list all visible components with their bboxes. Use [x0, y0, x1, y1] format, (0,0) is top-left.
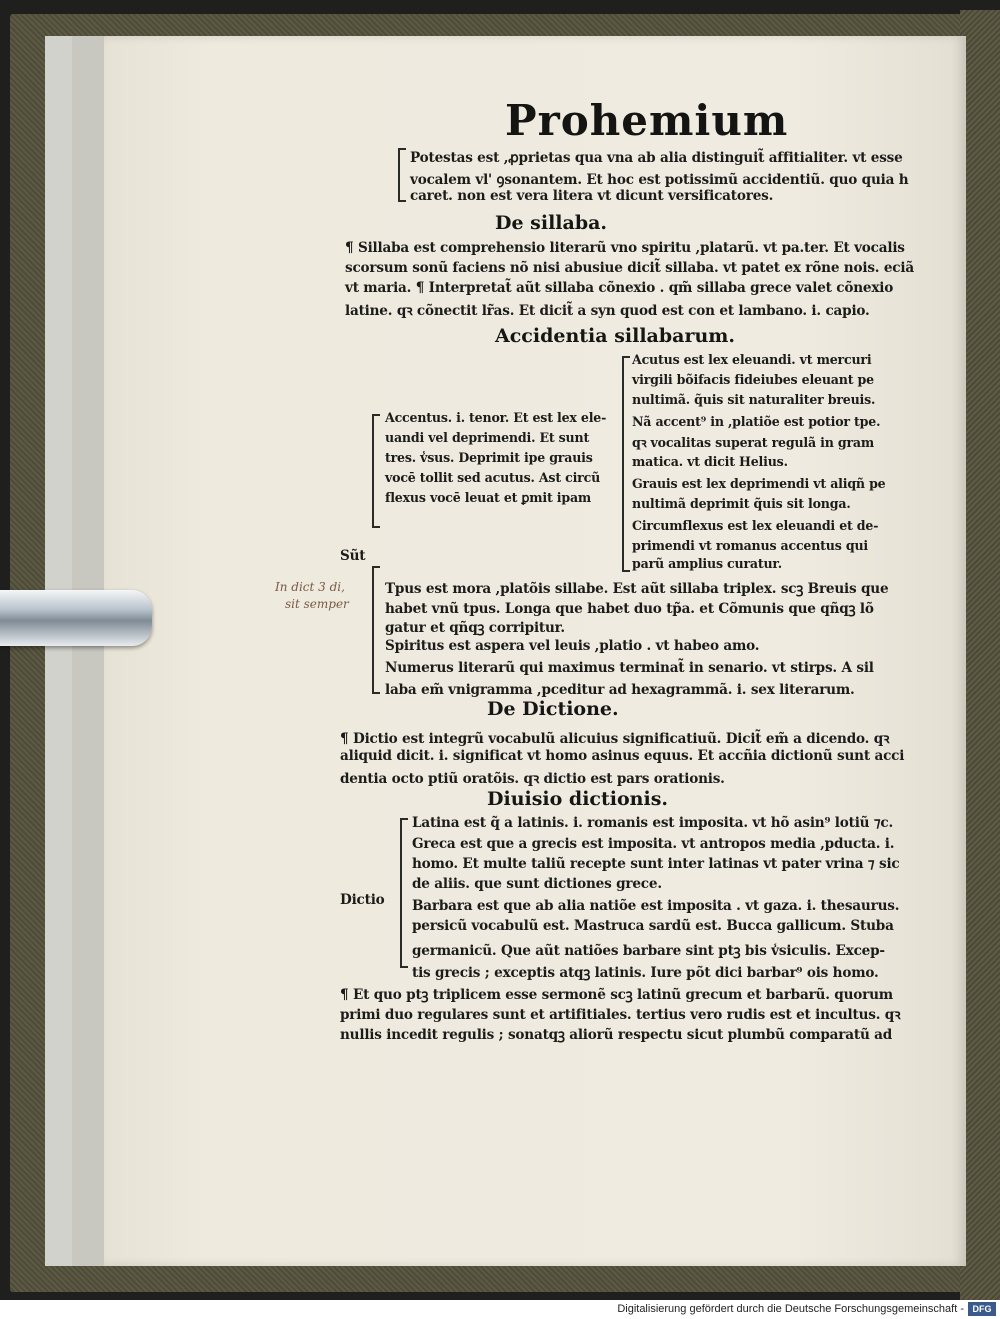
section-heading: Diuisio dictionis.	[487, 788, 669, 810]
dictio-label: Dictio	[340, 892, 385, 908]
text-line: qꝛ vocalitas superat regulã in gram	[632, 435, 874, 450]
text-line: latine. qꝛ cõnectit lr̃as. Et dicit̃ a syn quod est con et lambano. i. capio.	[345, 303, 870, 319]
section-heading: Accidentia sillabarum.	[495, 325, 736, 347]
text-line: nullis incedit regulis ; sonatqꝫ aliorũ respectu sicut plumbũ comparatũ ad	[340, 1027, 893, 1043]
text-line: Numerus literarũ qui maximus terminat̃ in senario. vt stirps. A sil	[385, 660, 874, 676]
text-line: nultimã. q̃uis sit naturaliter breuis.	[632, 392, 876, 407]
text-line: parũ amplius curatur.	[632, 556, 782, 571]
text-line: Greca est que a grecis est imposita. vt antropos media ,pducta. i.	[412, 836, 895, 852]
text-line: homo. Et multe taliũ recepte sunt inter latinas vt pater vrina ⁊ sic	[412, 856, 900, 872]
text-line: tres. v̾sus. Deprimit ipe grauis	[385, 450, 593, 465]
text-line: Latina est q̃ a latinis. i. romanis est imposita. vt hõ asin⁹ lotiũ ⁊c.	[412, 815, 894, 831]
text-line: Barbara est que ab alia natiõe est imposita . vt gaza. i. thesaurus.	[412, 898, 900, 914]
text-line: primi duo regulares sunt et artifitiales. tertius vero rudis est et incultus. qꝛ	[340, 1007, 901, 1023]
footer-credit: Digitalisierung gefördert durch die Deutsche Forschungsgemeinschaft -	[617, 1303, 964, 1315]
text-line: gatur et qñqꝫ corripitur.	[385, 620, 565, 636]
text-line: Circumflexus est lex eleuandi et de-	[632, 518, 879, 533]
facing-cover-edge	[960, 10, 1000, 1300]
text-line: ¶ Dictio est integrũ vocabulũ alicuius significatiuũ. Dicit̃ em̃ a dicendo. qꝛ	[340, 731, 890, 747]
text-line: de aliis. que sunt dictiones grece.	[412, 876, 662, 892]
page-clip	[0, 590, 152, 646]
text-line: Accentus. i. tenor. Et est lex ele-	[385, 410, 607, 425]
text-line: matica. vt dicit Helius.	[632, 454, 788, 469]
dfg-logo: DFG	[968, 1302, 996, 1316]
text-line: vocē tollit sed acutus. Ast circũ	[385, 470, 601, 485]
text-line: germanicũ. Que aũt natiões barbare sint ptꝫ bis v̾siculis. Excep-	[412, 943, 885, 959]
text-line: laba em̃ vnigramma ,pceditur ad hexagrammã. i. sex literarum.	[385, 682, 855, 698]
text-line: ¶ Et quo ptꝫ triplicem esse sermonẽ scꝫ latinũ grecum et barbarũ. quorum	[340, 987, 893, 1003]
bracket	[372, 566, 380, 694]
text-line: vocalem vl' ꝯsonantem. Et hoc est potissimũ accidentiũ. quo quia h	[410, 172, 909, 188]
text-line: tis grecis ; exceptis atqꝫ latinis. Iure põt dici barbar⁹ ois homo.	[412, 965, 879, 981]
text-line: caret. non est vera litera vt dicunt versificatores.	[410, 188, 774, 204]
text-line: uandi vel deprimendi. Et sunt	[385, 430, 590, 445]
text-line: persicũ vocabulũ est. Mastruca sardũ est. Bucca gallicum. Stuba	[412, 918, 894, 934]
text-line: ¶ Sillaba est comprehensio literarũ vno spiritu ,platarũ. vt pa.ter. Et vocalis	[345, 240, 905, 256]
bracket	[400, 818, 408, 968]
text-line: Acutus est lex eleuandi. vt mercuri	[632, 352, 872, 367]
text-line: Tpus est mora ,platõis sillabe. Est aũt sillaba triplex. scꝫ Breuis que	[385, 581, 889, 597]
bracket	[622, 356, 630, 572]
text-line: aliquid dicit. i. significat vt homo asinus equus. Et accñia dictionũ sunt acci	[340, 748, 905, 764]
text-line: vt maria. ¶ Interpretat̃ aũt sillaba cõnexio . qm̃ sillaba grece valet cõnexio	[345, 280, 894, 296]
handwritten-note: sit semper	[285, 597, 349, 611]
text-line: flexus vocē leuat et ꝑmit ipam	[385, 490, 592, 505]
bracket	[372, 414, 380, 528]
text-line: Potestas est ,ꝓprietas qua vna ab alia distinguit̃ affitialiter. vt esse	[410, 150, 903, 166]
text-line: Grauis est lex deprimendi vt aliqñ pe	[632, 476, 886, 491]
text-line: dentia octo ptiũ oratõis. qꝛ dictio est pars orationis.	[340, 771, 725, 787]
bracket	[398, 148, 406, 202]
text-line: habet vnũ tpus. Longa que habet duo tp̃a. et Cõmunis que qñqꝫ lõ	[385, 601, 874, 617]
text-line: nultimã deprimit q̃uis sit longa.	[632, 496, 851, 511]
sunt-label: Sũt	[340, 548, 366, 564]
footer-bar	[0, 1300, 1000, 1319]
section-heading: De sillaba.	[495, 212, 608, 234]
text-line: virgili bõifacis fideiubes eleuant pe	[632, 372, 874, 387]
handwritten-note: In dict 3 di,	[275, 580, 345, 594]
section-heading: De Dictione.	[487, 698, 619, 720]
text-line: primendi vt romanus accentus qui	[632, 538, 868, 553]
text-line: scorsum sonũ faciens nõ nisi abusiue dicit̃ sillaba. vt patet ex rõne nois. eciã	[345, 260, 914, 276]
text-line: Spiritus est aspera vel leuis ,platio . vt habeo amo.	[385, 638, 760, 654]
page-title: Prohemium	[505, 96, 789, 145]
text-line: Nã accent⁹ in ,platiõe est potior tpe.	[632, 414, 881, 429]
